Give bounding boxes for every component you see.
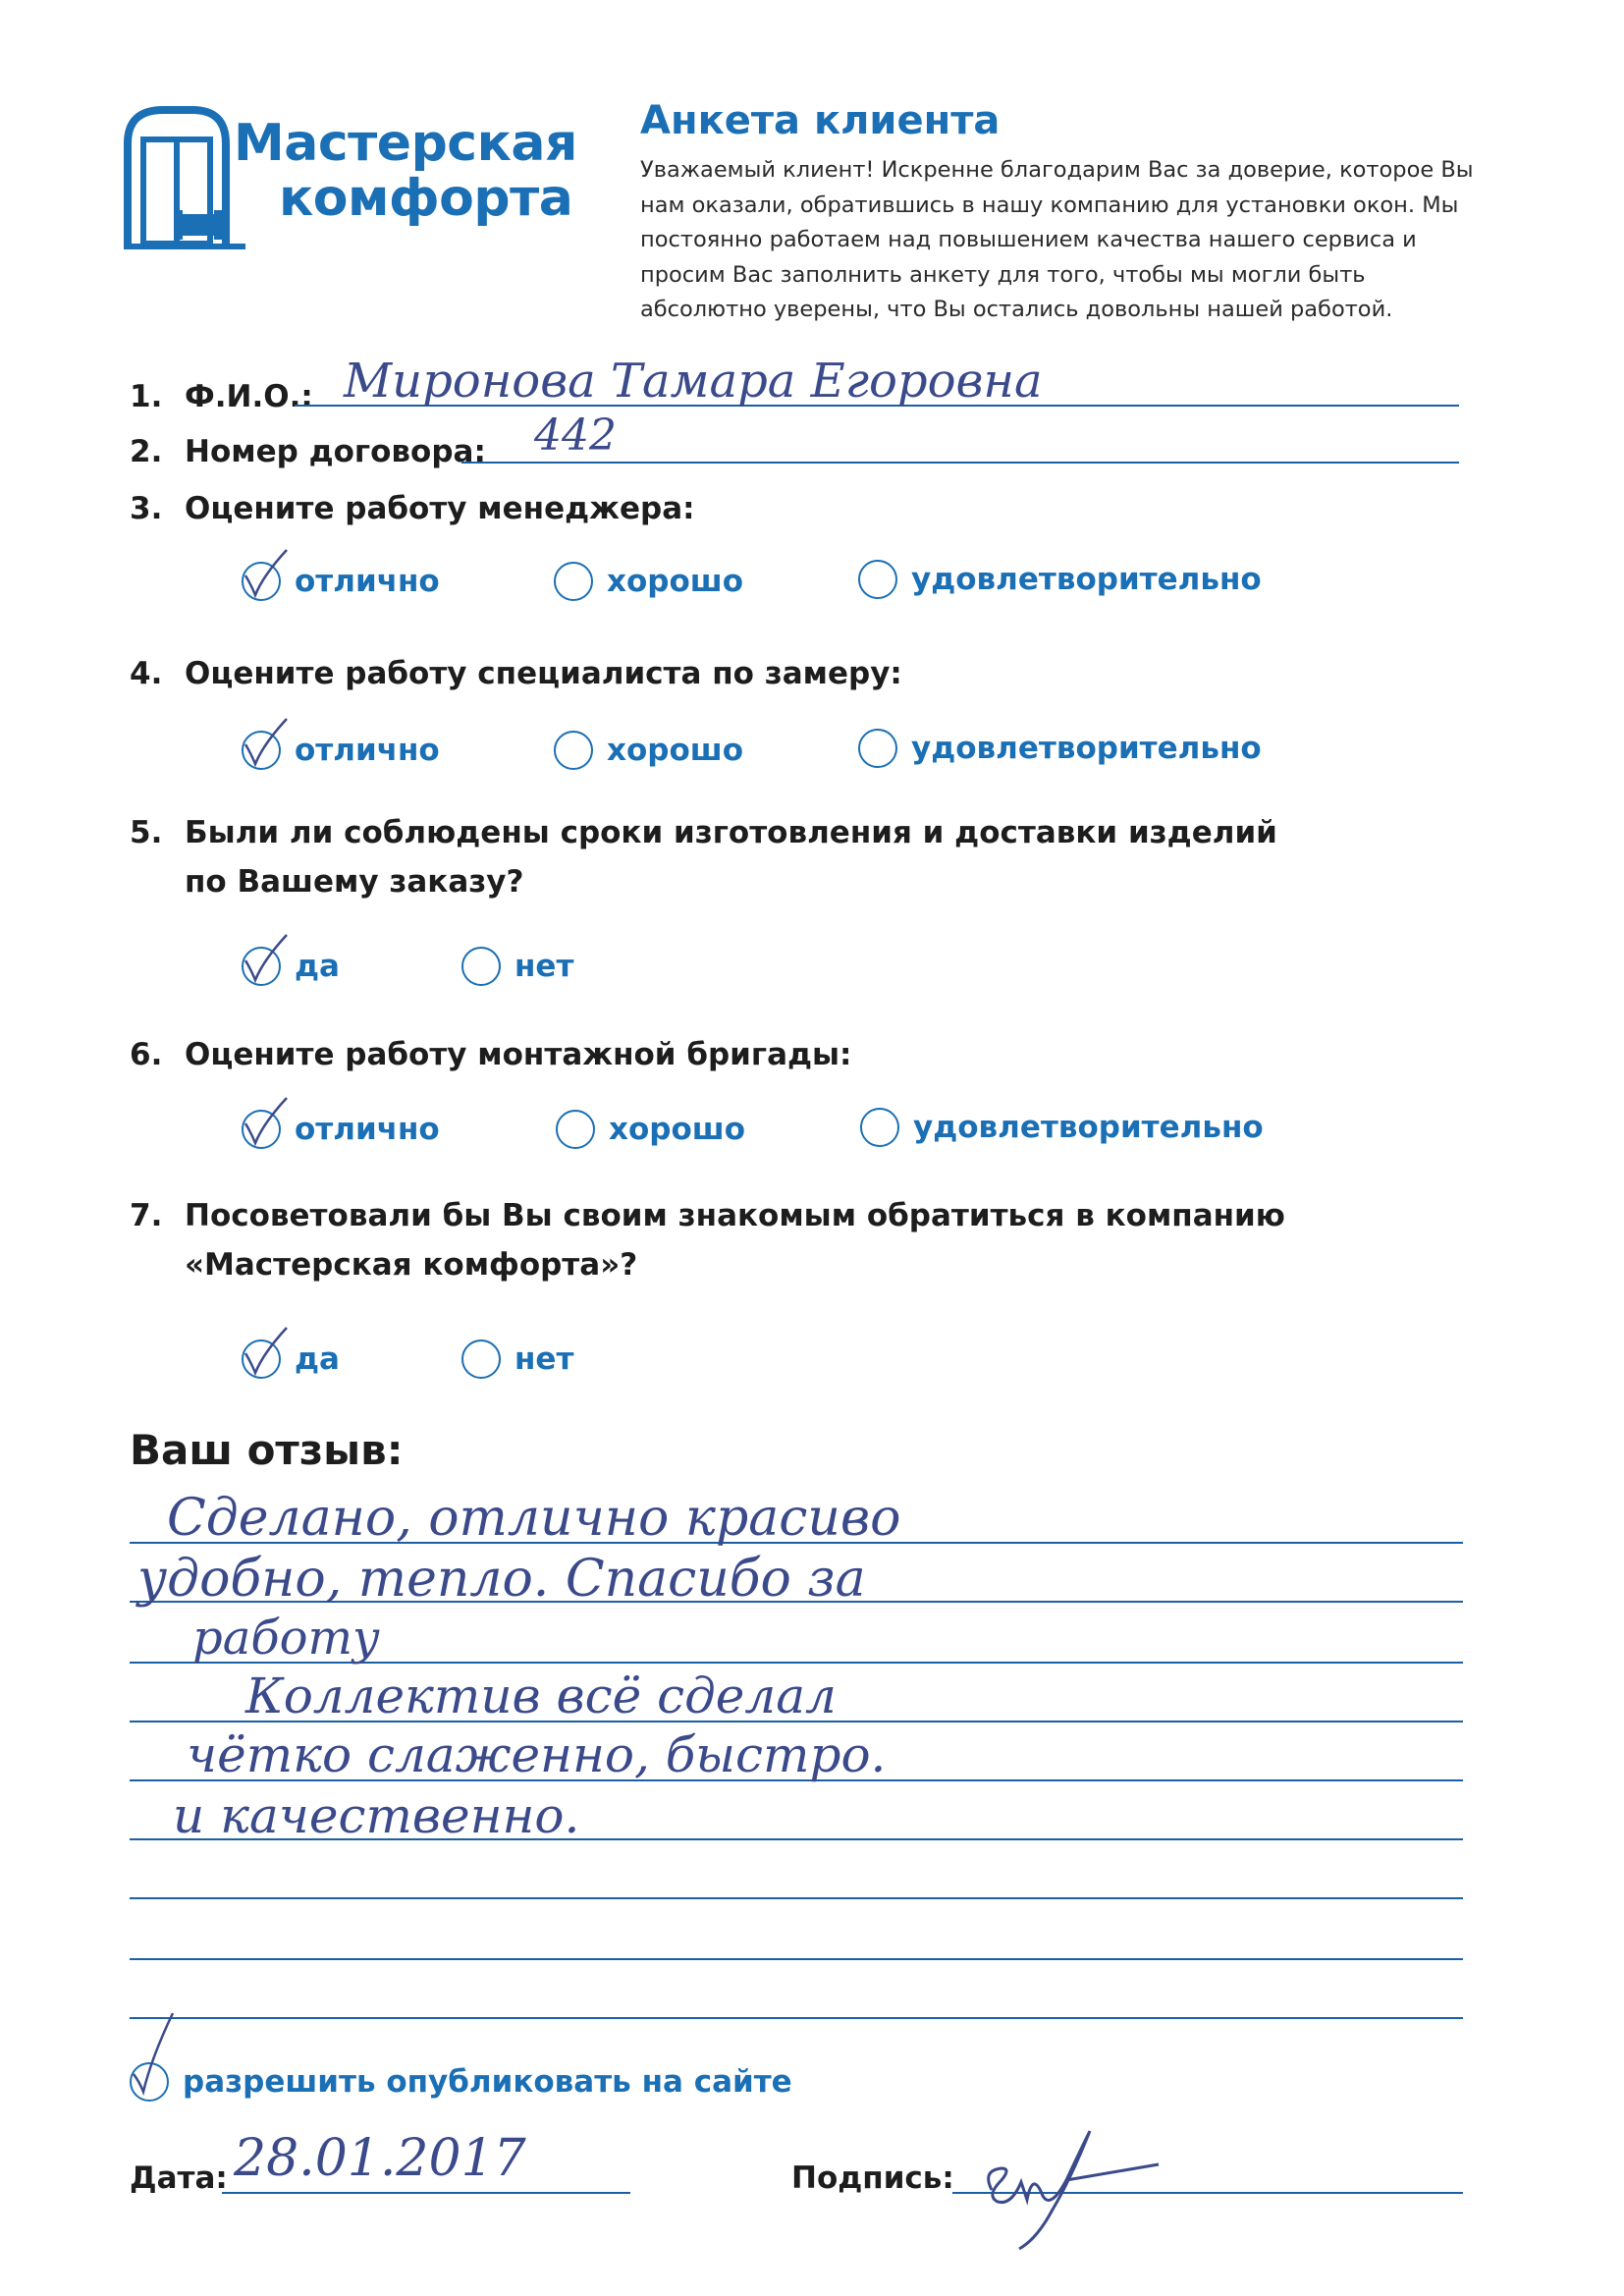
- contract-underline: [461, 462, 1459, 464]
- radio-circle[interactable]: [556, 1110, 595, 1149]
- review-line[interactable]: и качественно.: [173, 1787, 580, 1844]
- checkmark-icon: [238, 546, 293, 609]
- question-label: Оцените работу монтажной бригады:: [185, 1037, 852, 1072]
- review-line[interactable]: удобно, тепло. Спасибо за: [137, 1550, 866, 1609]
- logo-line-1: Мастерская: [234, 114, 577, 173]
- logo-wordmark: [234, 116, 577, 226]
- option-label: да: [295, 949, 340, 984]
- q3-option-good[interactable]: [554, 562, 743, 601]
- review-rule: [130, 1897, 1463, 1899]
- question-measurer: [130, 656, 902, 691]
- radio-circle[interactable]: [242, 1110, 281, 1149]
- checkmark-icon: [238, 931, 293, 994]
- q4-option-excellent[interactable]: [242, 731, 440, 770]
- option-label: нет: [514, 1341, 574, 1377]
- fio-value[interactable]: Миронова Тамара Егоровна: [344, 354, 1043, 409]
- radio-circle[interactable]: [858, 560, 897, 599]
- q6-option-satisfactory[interactable]: [860, 1108, 1264, 1147]
- review-line[interactable]: Сделано, отлично красиво: [167, 1489, 901, 1548]
- question-label-line-1: Были ли соблюдены сроки изготовления и доставки изделий: [185, 815, 1277, 850]
- question-recommend: [130, 1198, 1285, 1283]
- date-underline: [222, 2192, 630, 2194]
- question-number: 5.: [130, 815, 163, 850]
- signature-image: [972, 2111, 1267, 2259]
- q3-option-satisfactory[interactable]: [858, 560, 1262, 599]
- option-label: хорошо: [607, 564, 744, 599]
- date-label: Дата:: [130, 2160, 228, 2196]
- radio-circle[interactable]: [461, 947, 501, 986]
- review-rule: [130, 1958, 1463, 1960]
- question-deadlines: [130, 815, 1277, 900]
- publish-label: разрешить опубликовать на сайте: [183, 2064, 792, 2100]
- question-label: Ф.И.О.:: [185, 379, 313, 414]
- q3-option-excellent[interactable]: [242, 562, 440, 601]
- radio-circle[interactable]: [242, 731, 281, 770]
- question-fio: [130, 379, 313, 414]
- radio-circle[interactable]: [858, 729, 897, 768]
- option-label: удовлетворительно: [911, 562, 1262, 597]
- q4-option-good[interactable]: [554, 731, 743, 770]
- question-number: 4.: [130, 656, 163, 691]
- radio-circle[interactable]: [554, 562, 593, 601]
- logo-line-2: комфорта: [279, 169, 573, 228]
- question-number: 7.: [130, 1198, 163, 1233]
- radio-circle[interactable]: [242, 562, 281, 601]
- radio-circle[interactable]: [461, 1339, 501, 1379]
- handwritten-signature-icon: [972, 2111, 1267, 2259]
- q6-option-good[interactable]: [556, 1110, 745, 1149]
- question-label-line-1: Посоветовали бы Вы своим знакомым обратиться в компанию: [185, 1198, 1285, 1233]
- question-label: Номер договора:: [185, 434, 486, 469]
- question-installers: [130, 1037, 851, 1072]
- review-line[interactable]: Коллектив всё сделал: [245, 1667, 837, 1724]
- question-number: 1.: [130, 379, 163, 414]
- option-label: отлично: [295, 564, 440, 599]
- radio-circle[interactable]: [554, 731, 593, 770]
- question-number: 3.: [130, 491, 163, 526]
- intro-text: Уважаемый клиент! Искренне благодарим Вас за доверие, которое Вы нам оказали, обратившись в нашу компанию для установки окон. Мы постоянно работаем над повышением качества нашего сервиса и просим Вас заполнить анкету для того, чтобы мы могли быть абсолютно уверены, что Вы остались довольны нашей работой.: [640, 157, 1474, 322]
- question-number: 2.: [130, 434, 163, 469]
- date-value[interactable]: 28.01.2017: [234, 2129, 526, 2188]
- q5-option-no[interactable]: [461, 947, 573, 986]
- radio-circle[interactable]: [860, 1108, 899, 1147]
- question-label-line-2: «Мастерская комфорта»?: [185, 1247, 638, 1283]
- question-manager: [130, 491, 695, 526]
- checkmark-icon: [238, 1094, 293, 1157]
- checkmark-icon: [238, 715, 293, 778]
- question-label: Оцените работу менеджера:: [185, 491, 695, 526]
- review-line[interactable]: работу: [192, 1611, 380, 1666]
- question-label: Оцените работу специалиста по замеру:: [185, 656, 902, 691]
- option-label: да: [295, 1341, 340, 1377]
- q7-option-yes[interactable]: [242, 1339, 340, 1379]
- checkmark-icon: [238, 1324, 293, 1387]
- option-label: удовлетворительно: [911, 731, 1262, 766]
- publish-circle[interactable]: [130, 2062, 169, 2102]
- option-label: нет: [514, 949, 574, 984]
- option-label: отлично: [295, 1112, 440, 1147]
- question-number: 6.: [130, 1037, 163, 1072]
- publish-checkbox[interactable]: [130, 2062, 792, 2102]
- q7-option-no[interactable]: [461, 1339, 573, 1379]
- option-label: отлично: [295, 733, 440, 768]
- option-label: хорошо: [607, 733, 744, 768]
- q6-option-excellent[interactable]: [242, 1110, 440, 1149]
- signature-label: Подпись:: [791, 2160, 954, 2196]
- checkmark-icon: [126, 2009, 181, 2104]
- contract-value[interactable]: 442: [534, 410, 617, 461]
- radio-circle[interactable]: [242, 1339, 281, 1379]
- review-rule: [130, 2017, 1463, 2019]
- q5-option-yes[interactable]: [242, 947, 340, 986]
- question-contract: [130, 434, 486, 469]
- review-line[interactable]: чётко слаженно, быстро.: [187, 1726, 887, 1783]
- option-label: хорошо: [609, 1112, 746, 1147]
- question-label-line-2: по Вашему заказу?: [185, 864, 524, 900]
- form-title: Анкета клиента: [640, 98, 1001, 143]
- q4-option-satisfactory[interactable]: [858, 729, 1262, 768]
- radio-circle[interactable]: [242, 947, 281, 986]
- review-title: Ваш отзыв:: [130, 1426, 404, 1474]
- option-label: удовлетворительно: [913, 1110, 1264, 1145]
